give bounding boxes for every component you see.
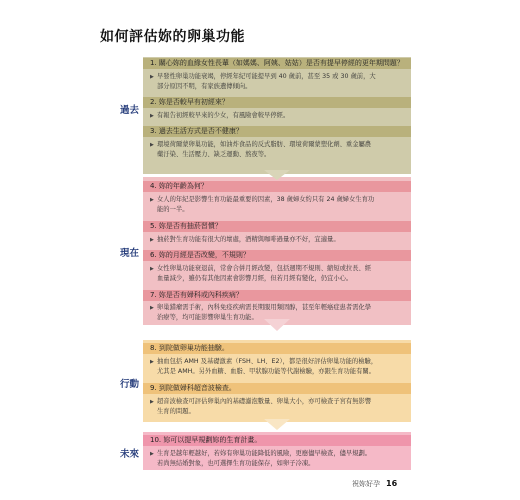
answer-8: ▶ 抽血包括 AMH 及基礎激素（FSH、LH、E2），都是很好評估卵巢功能的檢驗， 尤其是 AMH。另外血糖、血脂、甲狀腺功能等代謝檢驗，亦跟生育功能有關。 [150,358,378,375]
bullet-arrow-icon: ▶ [150,74,154,80]
page-number: 16 [386,479,398,488]
bullet-arrow-icon: ▶ [150,399,154,405]
answer-7: ▶ 卵巢錯瘤需手術，內科免疫疾病需長期服用類固醇，甚至年輕癌症患者需化學 治療等，均可能影響卵巢生育功能。 [150,304,372,321]
bullet-arrow-icon: ▶ [150,305,154,311]
page-footer [352,479,397,489]
page-title: 如何評估妳的卵巢功能 [100,29,245,45]
answer-9: ▶ 超音波檢查可評估卵巢內的基礎濾泡數量、卵巢大小，亦可檢查子宮有無影響 生育的問題。 [150,398,372,415]
answer-2: ▶ 有報告初經較早來的少女，有風險會較早停經。 [150,112,290,119]
bullet-arrow-icon: ▶ [150,142,154,148]
answer-4: ▶ 女人的年紀是影響生育功能最重要的因素，38 歲婦女約只有 24 歲婦女生育功 能的一半。 [150,196,375,213]
answer-5: ▶ 抽菸對生育功能有很大的壞處，酒精與咖啡過量亦不好，宜適量。 [150,236,340,243]
answer-1: ▶ 早發性卵巢功能衰竭，停經年紀可能提早到 40 歲前，甚至 35 或 30 歲前，大 部分原因不明，有家族遺傳傾向。 [150,73,376,90]
question-5: 5. 妳是否有抽菸習慣？ [143,221,411,232]
down-arrow-icon [264,419,290,430]
bullet-arrow-icon: ▶ [150,113,154,119]
question-10: 10. 妳可以提早規劃妳的生育計畫。 [143,435,411,446]
bullet-arrow-icon: ▶ [150,359,154,365]
answer-3: ▶ 環境荷爾蒙卵巢功能，如油炸食品的反式脂肪、環境荷爾蒙塑化劑、重金屬農 藥汙染、生活壓力、缺乏運動、熬夜等。 [150,141,372,158]
bullet-arrow-icon: ▶ [150,237,154,243]
bullet-arrow-icon: ▶ [150,266,154,272]
answer-10: ▶ 生育是越年輕越好，若妳有卵巢功能降低的風險，更應儘早檢查，儘早規劃。 若尚無結婚對象，也可選擇生育功能保存，如卵子冷凍。 [150,450,372,467]
question-2: 2. 妳是否較早有初經來？ [143,97,411,108]
phase-label-future: 未來 [120,449,140,460]
bullet-arrow-icon: ▶ [150,451,154,457]
question-8: 8. 到院做卵巢功能抽驗。 [143,343,411,354]
bullet-arrow-icon: ▶ [150,197,154,203]
down-arrow-icon [264,170,290,180]
question-7: 7. 妳是否有婦科或內科疾病？ [143,290,411,301]
footer-text: 祝妳好孕 [352,480,380,488]
question-4: 4. 妳的年齡為何？ [143,181,411,192]
question-9: 9. 到院做婦科超音波檢查。 [143,383,411,394]
phase-label-past: 過去 [120,105,140,116]
question-3: 3. 過去生活方式是否不健康？ [143,126,411,137]
phase-label-now: 現在 [120,248,140,259]
question-1: 1. 關心妳的血緣女性長輩（如媽媽、阿姨、姑姑）是否有提早停經的更年期問題？ [143,58,411,69]
question-6: 6. 妳的月經是否改變，不規則？ [143,250,411,261]
phase-label-action: 行動 [120,379,140,390]
answer-6: ▶ 女性卵巢功能衰退前，常會合併月經改變，包括週期不規則、縮短或拉長、經 血量減少，雖仍有其他因素會影響月經，但若月經有變化，仍宜小心。 [150,265,372,282]
